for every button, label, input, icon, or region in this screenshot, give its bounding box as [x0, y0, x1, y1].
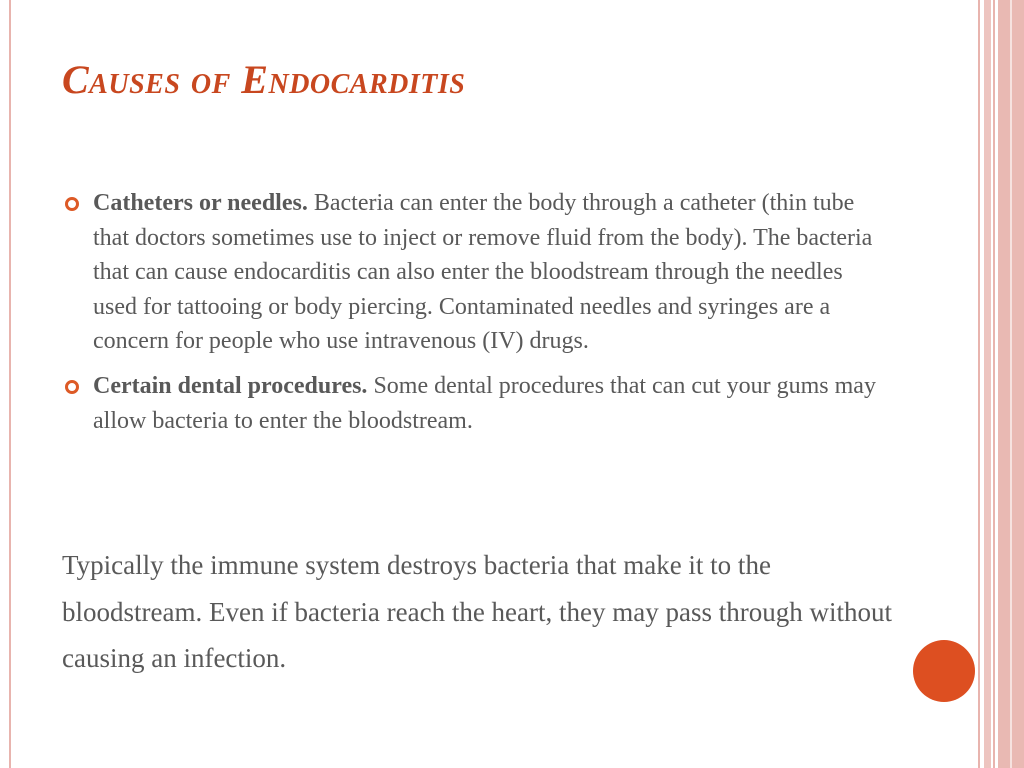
bullet-text: Some dental procedures that can cut your gums may allow bacteria to enter the bloodstream.: [93, 372, 876, 434]
circle-bullet-icon: [65, 197, 79, 211]
body-paragraph: Typically the immune system destroys bacteria that make it to the bloodstream. Even if bacteria reach the heart, they may pass through without causing an infection.: [62, 550, 892, 673]
bullet-text: Bacteria can enter the body through a catheter (thin tube that doctors sometimes use to inject or remove fluid from the body). The bacteria that can cause endocarditis can also enter the bloodstream through the needles used for tattooing or body piercing. Contaminated needles and syringes are a concern for people who use intravenous (IV) drugs.: [93, 190, 873, 355]
right-stripe-band: [978, 0, 1024, 768]
bullet-item-dental: [62, 369, 892, 438]
slide-title: Causes of Endocarditis: [62, 57, 466, 102]
stripe: [978, 0, 980, 768]
bullet-heading: Certain dental procedures.: [93, 372, 368, 399]
stripe: [993, 0, 995, 768]
decorative-circle: [913, 640, 975, 702]
bullet-heading: Catheters or needles.: [93, 190, 308, 216]
bullet-item-catheters: [62, 186, 892, 359]
stripe: [984, 0, 991, 768]
stripe: [1010, 0, 1012, 768]
circle-bullet-icon: [65, 380, 79, 394]
left-border-line: [9, 0, 11, 768]
bullet-list: [62, 186, 892, 448]
